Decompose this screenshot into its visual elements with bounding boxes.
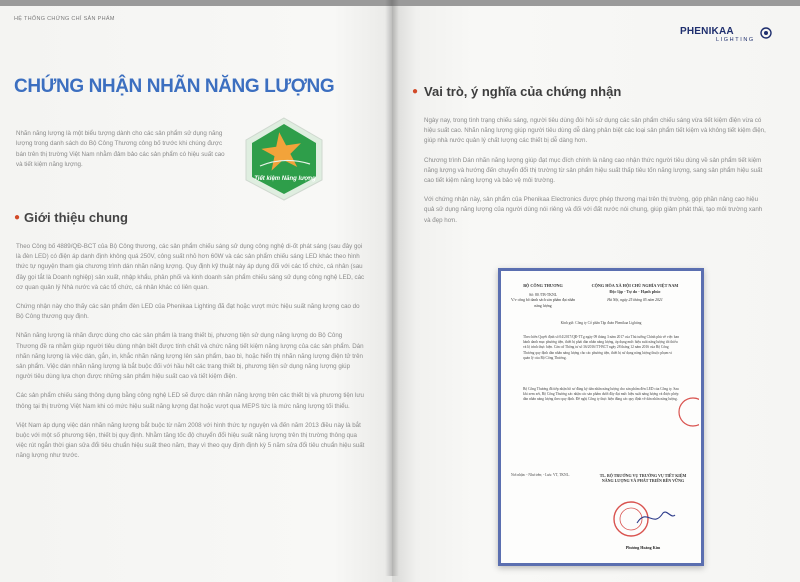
cert-recipients-note: Nơi nhận: - Như trên; - Lưu: VT, TKNL. — [511, 473, 570, 477]
paragraph: Nhãn năng lượng là nhãn được dùng cho các sản phẩm là trang thiết bị, phương tiện sử dụng năng lượng do Bộ Công Thương đề ra nhằm giúp người tiêu dùng nhận biết được tính chất và chức năng tiết kiệm năng lượng của các sản phẩm. Dán nhãn năng lượng là việc dán, gắn, in, khắc nhãn năng lượng lên sản phẩm, bao bì, hoặc hiển thị nhãn năng lượng điện tử trên sản phẩm. Việc dán nhãn năng lượng là bắt buộc đối với hầu hết các trang thiết bị, phương tiện sử dụng năng lượng giúp người tiêu dùng lựa chọn được những sản phẩm hiệu suất cao và tiết kiệm điện. — [16, 332, 364, 381]
phenikaa-logo — [680, 26, 770, 44]
cert-issuer: BỘ CÔNG THƯƠNG — [523, 283, 563, 288]
cert-number: Số: 80 /TB-TKNL — [528, 292, 558, 297]
signature-stamp-icon — [607, 499, 679, 539]
paragraph: Với chứng nhận này, sản phẩm của Phenikaa Electronics được phép thương mại trên thị trường, góp phần nâng cao hiệu quả sử dụng năng lượng của người dùng nói riêng và đối với đất nước nói chung, giúp giảm phát thải, tạo môi trường xanh và đẹp hơn. — [424, 196, 763, 224]
badge-label: Tiết kiệm Năng lượng — [254, 176, 316, 182]
page-gutter — [385, 0, 399, 576]
section-heading-role — [412, 84, 621, 99]
section-heading-text: Vai trò, ý nghĩa của chứng nhận — [424, 84, 622, 99]
left-page — [0, 6, 392, 582]
logo-name: PHENIKAA — [680, 26, 734, 37]
cert-signer: Phương Hoàng Kim — [625, 545, 661, 550]
cert-body-2: Bộ Công Thương đã tiếp nhận hồ sơ đăng ký dán nhãn năng lượng cho sản phẩm đèn LED của Công ty. Sau khi xem xét, Bộ Công Thương xác nhận các sản phẩm dưới đây đạt mức hiệu suất năng lượng và được phép dán nhãn năng lượng theo quy định. Đề nghị Công ty thực hiện đúng các quy định về dán nhãn năng lượng. — [523, 387, 679, 402]
cert-body: Theo hiến Quyết định số 04/2017/QĐ-TTg ngày 09 tháng 3 năm 2017 của Thủ tướng Chính phủ về việc ban hành danh mục phương tiện, thiết bị phải dán nhãn năng lượng, áp dụng mức hiệu suất năng lượng tối thiểu và lộ trình thực hiện. Căn cứ Thông tư số 36/2016/TT-BCT ngày 28 tháng 12 năm 2016 của Bộ Công Thương quy định dán nhãn năng lượng cho các phương tiện, thiết bị sử dụng năng lượng thuộc phạm vi quản lý của Bộ Công Thương. — [523, 335, 679, 360]
bullet-icon: ● — [14, 212, 21, 223]
bullet-icon: ● — [412, 86, 419, 97]
certificate-document — [498, 268, 704, 566]
logo-mark-icon — [760, 27, 772, 39]
right-page — [392, 6, 800, 582]
energy-label-icon — [240, 114, 328, 202]
body-text-right — [424, 116, 766, 235]
paragraph: Theo Công bố 4889/QĐ-BCT của Bộ Công thương, các sản phẩm chiếu sáng sử dụng công nghệ di-ốt phát sáng (sau đây gọi là đèn LED) có điện áp danh định không quá 250V, công suất nhỏ hơn 60W và các sản phẩm chiếu sáng LED khác theo hình thức tự nguyện tham gia chương trình dán nhãn năng lượng. Quy định kỹ thuật này áp dụng đối với các tổ chức, cá nhân (sau đây gọi tắt là Doanh nghiệp) sản xuất, nhập khẩu, phân phối và kinh doanh sản phẩm chiếu sáng sử dụng công nghệ LED, các cơ quan quản lý Nhà nước và các tổ chức, cá nhân khác có liên quan. — [16, 243, 365, 291]
paragraph: Ngày nay, trong tình trạng chiếu sáng, người tiêu dùng đòi hỏi sử dụng các sản phẩm chiếu sáng vừa tiết kiệm điện vừa có hiệu suất cao. Nhãn năng lượng giúp người tiêu dùng dễ dàng phân biệt các loại sản phẩm tiết kiệm và không tiết kiệm điện, giúp nhà nước quản lý chất lượng các thiết bị dễ dàng hơn. — [424, 117, 766, 145]
paragraph: Chứng nhận này cho thấy các sản phẩm đèn LED của Phenikaa Lighting đã đạt hoặc vượt mức hiệu suất năng lượng cao do Bộ Công thương quy định. — [16, 303, 360, 321]
paragraph: Các sản phẩm chiếu sáng thông dụng bằng công nghệ LED sẽ được dán nhãn năng lượng trên các thiết bị và phương tiện lưu thông tại thị trường Việt Nam khi có mức hiệu suất năng lượng đạt hoặc vượt qua MEPS tức là mức năng lượng tối thiểu. — [16, 392, 364, 410]
cert-issuer-block — [509, 283, 577, 309]
intro-text: Nhãn năng lượng là một biểu tượng dành cho các sản phẩm sử dụng năng lượng trong danh sách do Bộ Công Thương công bố trước khi chúng được bán trên thị trường Việt Nam nhằm đảm bảo các sản phẩm có hiệu suất cao và tiết kiệm năng lượng. — [16, 130, 225, 168]
body-text-left — [16, 242, 366, 471]
page-title: CHỨNG NHẬN NHÃN NĂNG LƯỢNG — [14, 76, 335, 97]
cert-signature-block: TL. BỘ TRƯỞNG VỤ TRƯỞNG VỤ TIẾT KIỆM NĂNG LƯỢNG VÀ PHÁT TRIỂN BỀN VỮNG — [599, 473, 687, 484]
paragraph: Chương trình Dán nhãn năng lượng giúp đạt mục đích chính là nâng cao nhận thức người tiêu dùng về sản phẩm tiết kiệm năng lượng và hướng đến chuyển đổi thị trường từ sản phẩm hiệu suất thấp tiêu tốn năng lượng, sang sản phẩm hiệu suất cao tiết kiệm năng lượng và bảo vệ môi trường. — [424, 156, 763, 185]
section-heading-intro — [14, 210, 128, 225]
cert-nation-block — [581, 283, 689, 304]
running-head: HỆ THỐNG CHỨNG CHỈ SẢN PHẨM — [14, 16, 115, 22]
cert-nation: CỘNG HÒA XÃ HỘI CHỦ NGHĨA VIỆT NAM — [591, 283, 679, 288]
cert-recipient: Kính gửi: Công ty Cổ phần Tập đoàn Phenikaa Lighting — [560, 321, 642, 325]
section-heading-text: Giới thiệu chung — [24, 210, 128, 225]
cert-motto: Độc lập - Tự do - Hạnh phúc — [609, 288, 661, 294]
logo-sub: LIGHTING — [716, 37, 755, 43]
paragraph: Việt Nam áp dụng việc dán nhãn năng lượng bắt buộc từ năm 2008 với hình thức tự nguyện và đến năm 2013 điều này là bắt buộc với một số phương tiện, thiết bị quy định. Nhằm tăng tốc độ chuyển đổi hiệu suất năng lượng trên thị trường thông qua việc rút ngắn thời gian sửa đổi tiêu chuẩn hiệu suất theo năm, thay vì theo quy định định kỳ 5 năm sửa đổi tiêu chuẩn hiệu suất năng lượng như trước. — [16, 421, 365, 460]
cert-date: Hà Nội, ngày 25 tháng 05 năm 2021 — [607, 298, 663, 302]
energy-label-badge — [240, 114, 328, 202]
side-stamp-icon — [677, 395, 699, 429]
cert-subject: V/v công bố danh sách sản phẩm đạt nhãn năng lượng — [510, 298, 576, 308]
